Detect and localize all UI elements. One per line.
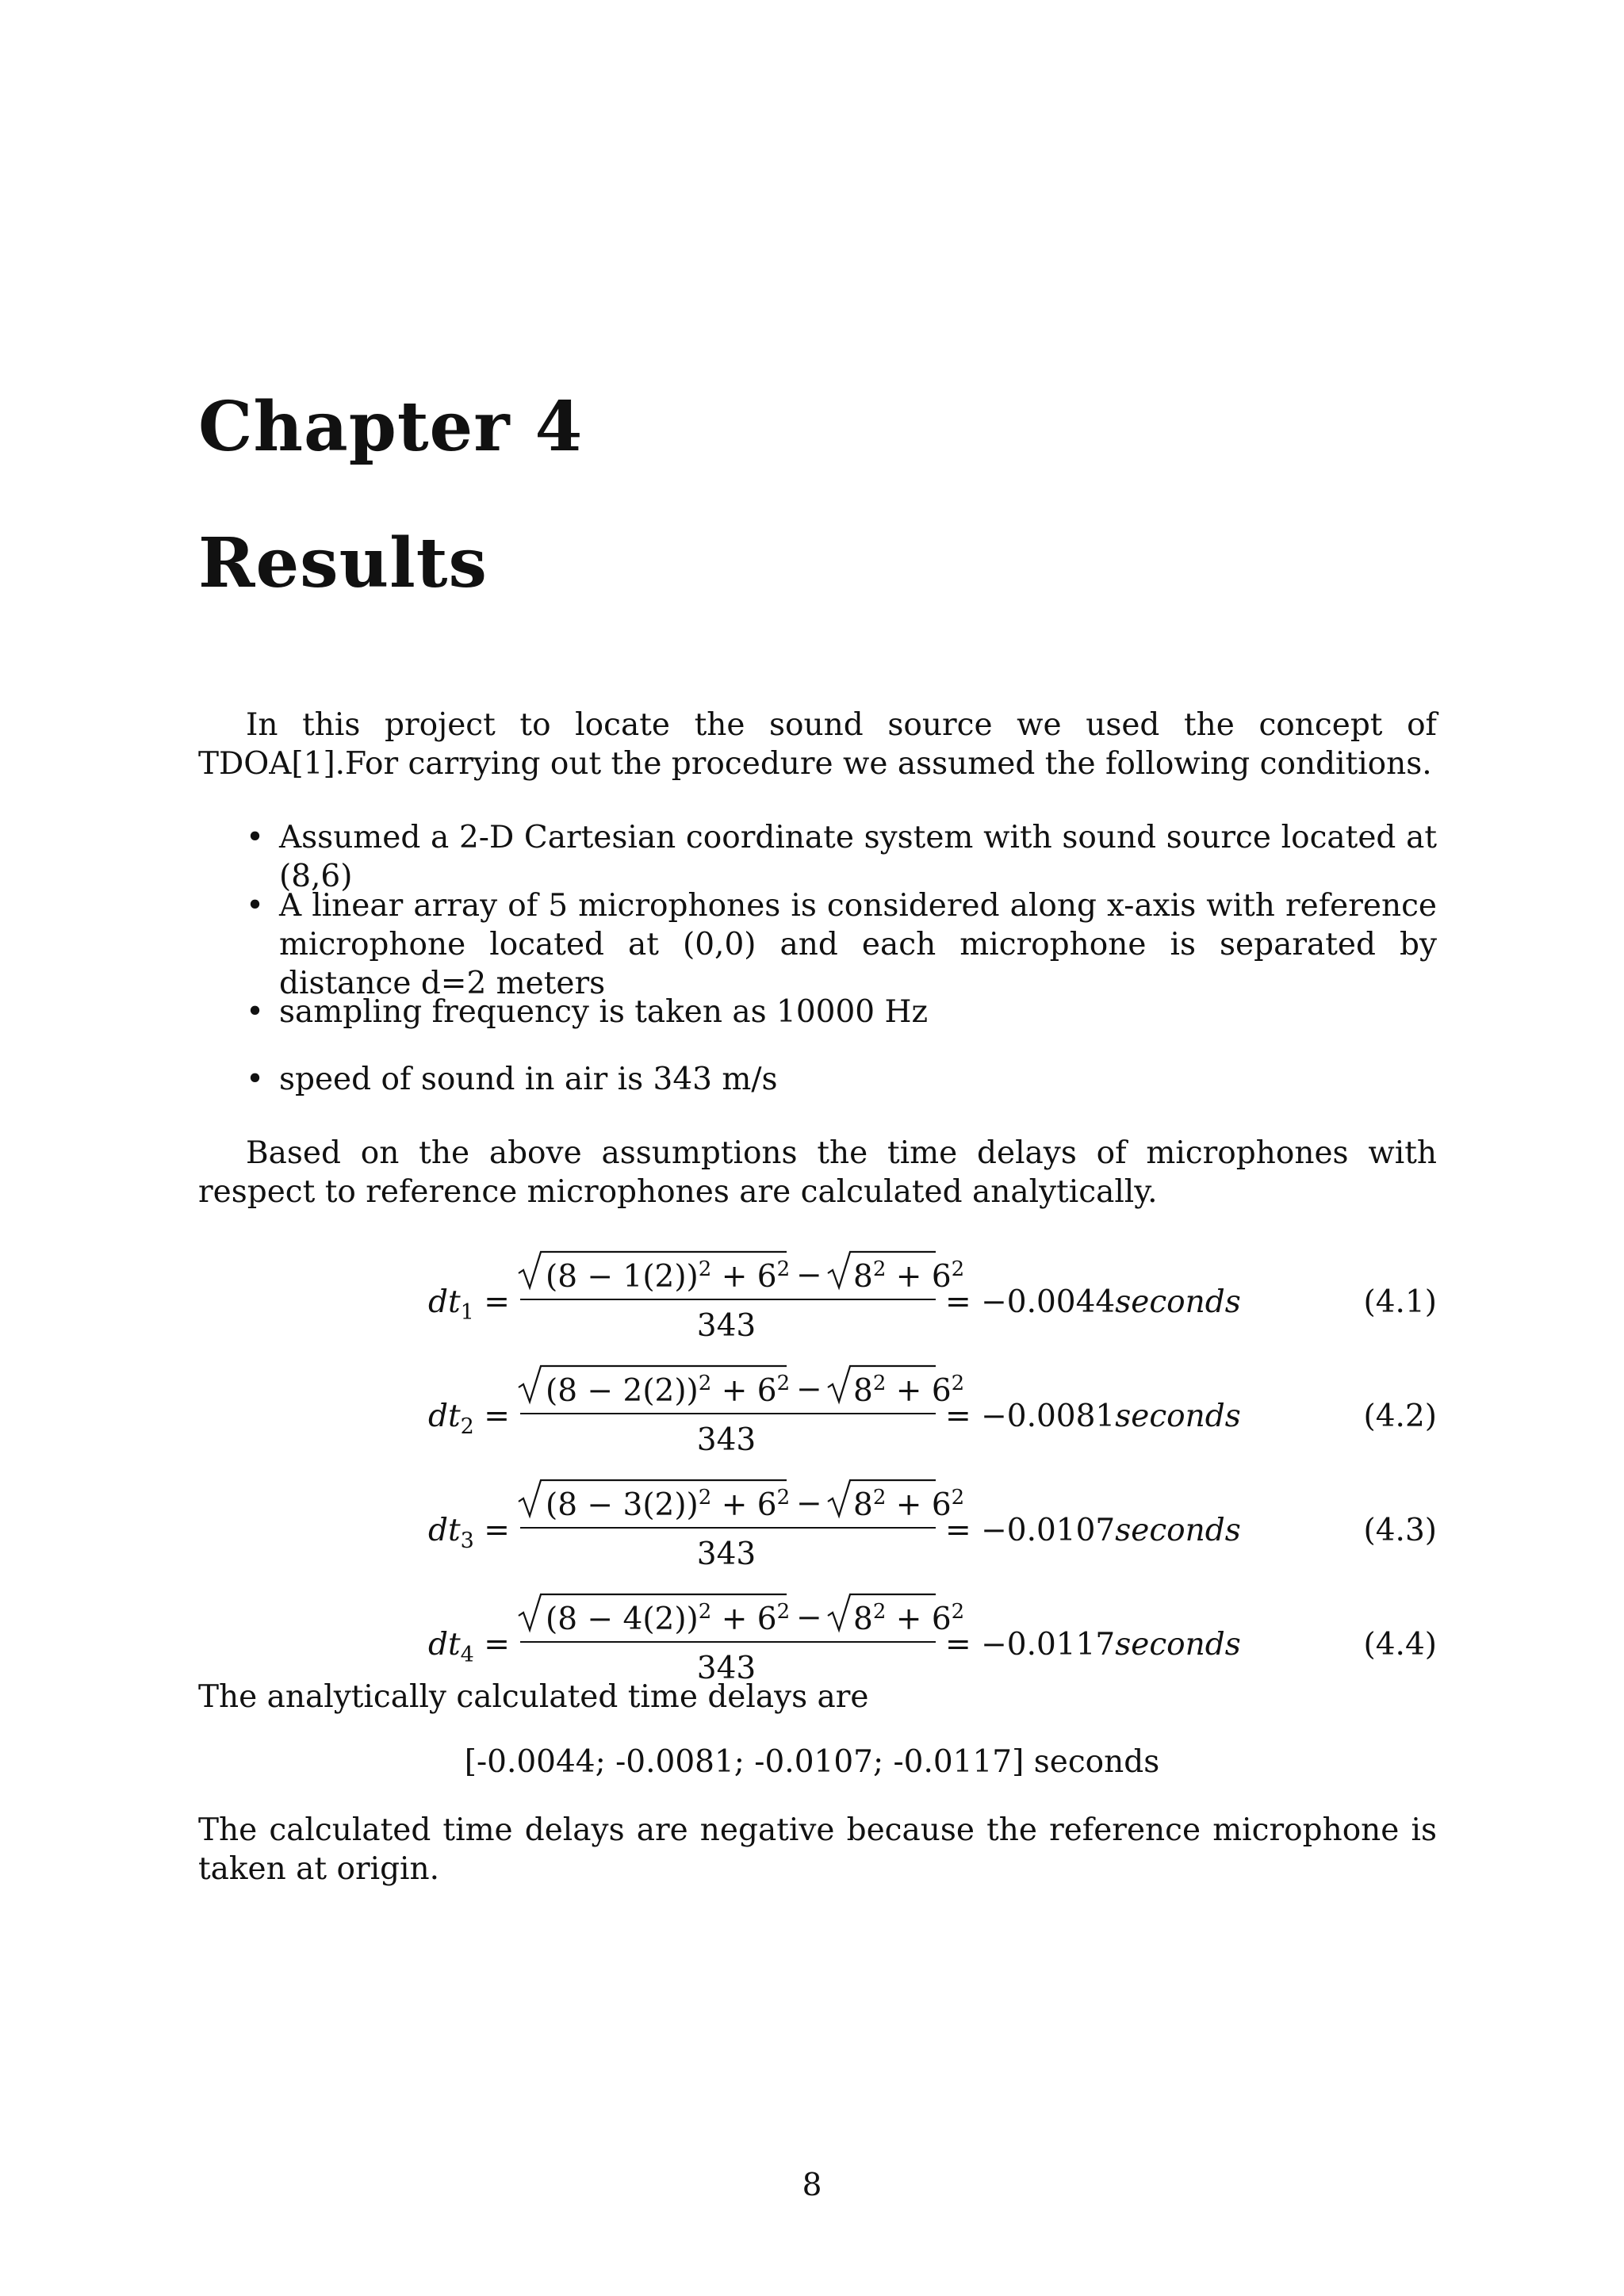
list-item-text: A linear array of 5 microphones is considered along x-axis with reference microphone located at (0,0) and each microphone is separated by distance d=2 meters	[279, 888, 1437, 1001]
bullet-icon: •	[246, 1062, 265, 1097]
term-plus: + 6	[711, 1487, 777, 1523]
bullet-icon: •	[246, 994, 265, 1030]
term-base: 8	[853, 1601, 873, 1637]
exponent: 2	[776, 1600, 791, 1624]
denominator: 343	[696, 1422, 756, 1458]
sqrt-content	[546, 1486, 790, 1523]
conclusion-paragraph: The calculated time delays are negative because the reference microphone is taken at origin.	[198, 1812, 1437, 1887]
term-base: (8 − 1(2))	[546, 1259, 699, 1295]
term-base: (8 − 2(2))	[546, 1373, 699, 1409]
exponent: 2	[872, 1257, 887, 1281]
lhs-equals: =	[484, 1399, 510, 1434]
denominator: 343	[696, 1308, 756, 1344]
denominator: 343	[696, 1536, 756, 1572]
minus-sign: −	[796, 1372, 822, 1407]
term-plus: + 6	[711, 1373, 777, 1409]
exponent: 2	[698, 1486, 712, 1510]
exponent: 2	[698, 1372, 712, 1395]
equation	[0, 1249, 1624, 1353]
term-plus: + 6	[711, 1601, 777, 1637]
analytic-paragraph: Based on the above assumptions the time delays of microphones with respect to reference microphones are calculated analytically.	[198, 1135, 1437, 1210]
equation-number: (4.1)	[1363, 1284, 1437, 1320]
equation-result	[945, 1627, 1241, 1663]
exponent: 2	[872, 1486, 887, 1510]
lhs-symbol: dt	[428, 1284, 461, 1320]
term-plus: + 6	[886, 1373, 952, 1409]
exponent: 2	[698, 1600, 712, 1624]
exponent: 2	[776, 1257, 791, 1281]
term-base: (8 − 4(2))	[546, 1601, 699, 1637]
equation	[0, 1364, 1624, 1467]
term-plus: + 6	[886, 1259, 952, 1295]
result-unit: seconds	[1115, 1284, 1241, 1320]
list-item	[198, 886, 1437, 1003]
numerator	[517, 1249, 965, 1295]
denominator: 343	[696, 1651, 756, 1686]
lhs-subscript: 4	[460, 1642, 474, 1667]
equation	[0, 1478, 1624, 1581]
delays-intro: The analytically calculated time delays are	[198, 1679, 869, 1715]
exponent: 2	[698, 1257, 712, 1281]
minus-sign: −	[796, 1600, 822, 1636]
equation-result	[945, 1513, 1241, 1548]
term-plus: + 6	[886, 1601, 952, 1637]
term-base: 8	[853, 1259, 873, 1295]
equation-lhs	[428, 1513, 510, 1553]
result-value: = −0.0117	[945, 1627, 1116, 1663]
term-base: 8	[853, 1373, 873, 1409]
numerator	[517, 1592, 965, 1637]
sqrt-content	[546, 1372, 790, 1409]
list-item	[198, 993, 1437, 1031]
term-plus: + 6	[711, 1259, 777, 1295]
minus-sign: −	[796, 1486, 822, 1521]
fraction-bar	[520, 1299, 936, 1300]
exponent: 2	[951, 1600, 965, 1624]
term-base: (8 − 3(2))	[546, 1487, 699, 1523]
minus-sign: −	[796, 1257, 822, 1293]
exponent: 2	[776, 1372, 791, 1395]
fraction-bar	[520, 1527, 936, 1529]
result-value: = −0.0081	[945, 1399, 1116, 1434]
numerator	[517, 1478, 965, 1523]
equation-result	[945, 1399, 1241, 1434]
exponent: 2	[951, 1486, 965, 1510]
exponent: 2	[951, 1257, 965, 1281]
equation-number: (4.2)	[1363, 1399, 1437, 1434]
sqrt-content	[546, 1600, 790, 1637]
list-item-text: speed of sound in air is 343 m/s	[279, 1062, 778, 1097]
term-base: 8	[853, 1487, 873, 1523]
fraction-bar	[520, 1413, 936, 1414]
result-unit: seconds	[1115, 1513, 1241, 1548]
bullet-icon: •	[246, 888, 265, 924]
lhs-symbol: dt	[428, 1399, 461, 1434]
equation-lhs	[428, 1399, 510, 1439]
lhs-subscript: 2	[460, 1414, 474, 1439]
equation-lhs	[428, 1284, 510, 1325]
chapter-label: Chapter 4	[198, 387, 584, 467]
result-unit: seconds	[1115, 1399, 1241, 1434]
lhs-equals: =	[484, 1627, 510, 1663]
page-number: 8	[802, 2168, 822, 2203]
exponent: 2	[872, 1372, 887, 1395]
result-value: = −0.0044	[945, 1284, 1116, 1320]
intro-paragraph: In this project to locate the sound source we used the concept of TDOA[1].For carrying out the procedure we assumed the following conditions.	[198, 707, 1437, 782]
equation-result	[945, 1284, 1241, 1320]
delays-vector: [-0.0044; -0.0081; -0.0107; -0.0117] seconds	[464, 1744, 1160, 1780]
exponent: 2	[951, 1372, 965, 1395]
lhs-subscript: 1	[460, 1299, 474, 1325]
bullet-icon: •	[246, 820, 265, 855]
lhs-subscript: 3	[460, 1528, 474, 1553]
list-item	[198, 818, 1437, 896]
equation-number: (4.3)	[1363, 1513, 1437, 1548]
lhs-equals: =	[484, 1284, 510, 1320]
numerator	[517, 1364, 965, 1409]
exponent: 2	[776, 1486, 791, 1510]
equation-lhs	[428, 1627, 510, 1667]
equation-number: (4.4)	[1363, 1627, 1437, 1663]
term-plus: + 6	[886, 1487, 952, 1523]
lhs-equals: =	[484, 1513, 510, 1548]
lhs-symbol: dt	[428, 1627, 461, 1663]
sqrt-content	[546, 1257, 790, 1295]
list-item-text: Assumed a 2-D Cartesian coordinate system with sound source located at (8,6)	[279, 820, 1437, 894]
lhs-symbol: dt	[428, 1513, 461, 1548]
fraction-bar	[520, 1641, 936, 1643]
exponent: 2	[872, 1600, 887, 1624]
chapter-title: Results	[198, 523, 488, 603]
list-item-text: sampling frequency is taken as 10000 Hz	[279, 994, 929, 1030]
list-item	[198, 1060, 1437, 1099]
result-value: = −0.0107	[945, 1513, 1116, 1548]
result-unit: seconds	[1115, 1627, 1241, 1663]
